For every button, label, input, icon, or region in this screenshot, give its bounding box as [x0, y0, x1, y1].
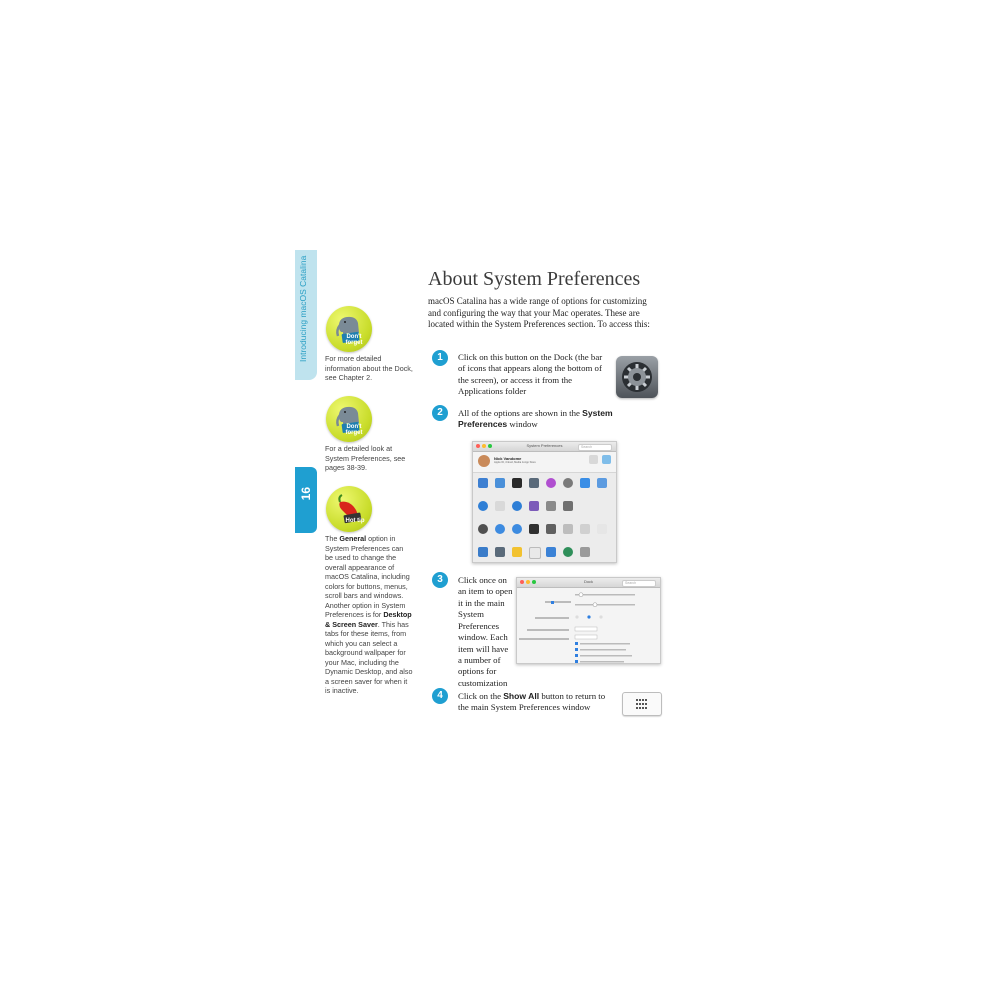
tip-general-option: The General option in System Preferences can be used to change the overall appearance of macOS Catalina, including colors for buttons, menus, scroll bars and windows. Another option in System Preferences is for Desktop & Screen Saver. This has tabs for these items, from which you can select a background wallpaper for your Mac, including the Dynamic Desktop, and also a screen saver for when it is inactive. — [325, 534, 413, 695]
show-all-button[interactable] — [622, 692, 662, 716]
bluetooth-icon[interactable] — [512, 524, 522, 534]
energy-saver-icon[interactable] — [512, 547, 522, 557]
extensions-icon[interactable] — [546, 501, 556, 511]
notifications-icon[interactable] — [597, 478, 607, 488]
siri-icon[interactable] — [546, 478, 556, 488]
sidecar-icon[interactable] — [495, 547, 505, 557]
family-sharing-icon[interactable] — [602, 455, 611, 464]
system-preferences-icon — [616, 356, 658, 398]
badge-label: Don't forget — [345, 424, 363, 436]
hot-tip-badge-icon — [326, 486, 372, 532]
step-3-text: Click once on an item to open it in the main System Preferences window. Each item will have a number of options for customization — [458, 575, 513, 688]
startup-disk-icon[interactable] — [580, 547, 590, 557]
user-subtitle: Apple ID, iCloud, Media & App Store — [494, 461, 536, 464]
step-1-text: Click on this button on the Dock (the bar of icons that appears along the bottom of the screen), or access it from the Applications folder — [458, 352, 603, 397]
time-machine-icon[interactable] — [563, 547, 573, 557]
general-icon[interactable] — [478, 478, 488, 488]
window-titlebar — [517, 578, 660, 588]
step-2-number: 2 — [432, 405, 448, 421]
step-4-number: 4 — [432, 688, 448, 704]
trackpad-icon[interactable] — [580, 524, 590, 534]
printers-icon[interactable] — [546, 524, 556, 534]
page-number: 16 — [299, 487, 313, 501]
badge-label: Hot tip — [345, 518, 365, 524]
preferences-grid — [473, 472, 616, 562]
avatar — [478, 455, 490, 467]
grid-icon — [623, 693, 661, 715]
dock-preferences-window — [516, 577, 661, 664]
internet-accounts-icon[interactable] — [478, 501, 488, 511]
mission-control-icon[interactable] — [529, 478, 539, 488]
apple-id-icon[interactable] — [589, 455, 598, 464]
step-3-number: 3 — [432, 572, 448, 588]
gear-icon — [616, 356, 658, 398]
screen-time-icon[interactable] — [529, 501, 539, 511]
size-slider-knob — [579, 593, 583, 597]
date-time-icon[interactable] — [529, 547, 541, 559]
keyboard-icon[interactable] — [563, 524, 573, 534]
window-title: Dock — [583, 579, 594, 584]
step-4-text: Click on the Show All button to return to the main System Preferences window — [458, 691, 606, 713]
desktop-icon[interactable] — [495, 478, 505, 488]
accessibility-icon[interactable] — [512, 501, 522, 511]
network-icon[interactable] — [495, 524, 505, 534]
users-groups-icon[interactable] — [495, 501, 505, 511]
chili-pepper-icon — [326, 486, 372, 532]
sound-icon[interactable] — [529, 524, 539, 534]
dock-icon[interactable] — [512, 478, 522, 488]
search-input[interactable]: Search — [622, 580, 656, 587]
chapter-tab — [295, 250, 317, 380]
spotlight-icon[interactable] — [563, 478, 573, 488]
badge-label: Don't forget — [345, 334, 363, 346]
chapter-title: Introducing macOS Catalina — [298, 256, 308, 363]
step-2-text: All of the options are shown in the System Preferences window — [458, 408, 613, 430]
dock-settings-panel — [517, 588, 660, 664]
page-title: About System Preferences — [428, 268, 641, 290]
tip-system-preferences: For a detailed look at System Preferences, see pages 38-39. — [325, 444, 406, 472]
mouse-icon[interactable] — [597, 524, 607, 534]
intro-paragraph: macOS Catalina has a wide range of options for customizing and configuring the way that your Mac operates. These are located within the System Preferences section. To access this: — [428, 296, 650, 330]
sharing-icon[interactable] — [546, 547, 556, 557]
search-input[interactable]: Search — [578, 444, 612, 451]
window-title: System Preferences — [526, 443, 563, 448]
language-icon[interactable] — [580, 478, 590, 488]
user-name: Nick Vandome — [494, 456, 522, 461]
step-1-number: 1 — [432, 350, 448, 366]
tip-dock: For more detailed information about the Dock, see Chapter 2. — [325, 354, 413, 382]
magnification-slider-knob — [593, 603, 597, 607]
security-icon[interactable] — [563, 501, 573, 511]
window-titlebar — [473, 442, 616, 452]
system-preferences-window — [472, 441, 617, 563]
software-update-icon[interactable] — [478, 524, 488, 534]
displays-icon[interactable] — [478, 547, 488, 557]
page-number-tab — [295, 467, 317, 533]
